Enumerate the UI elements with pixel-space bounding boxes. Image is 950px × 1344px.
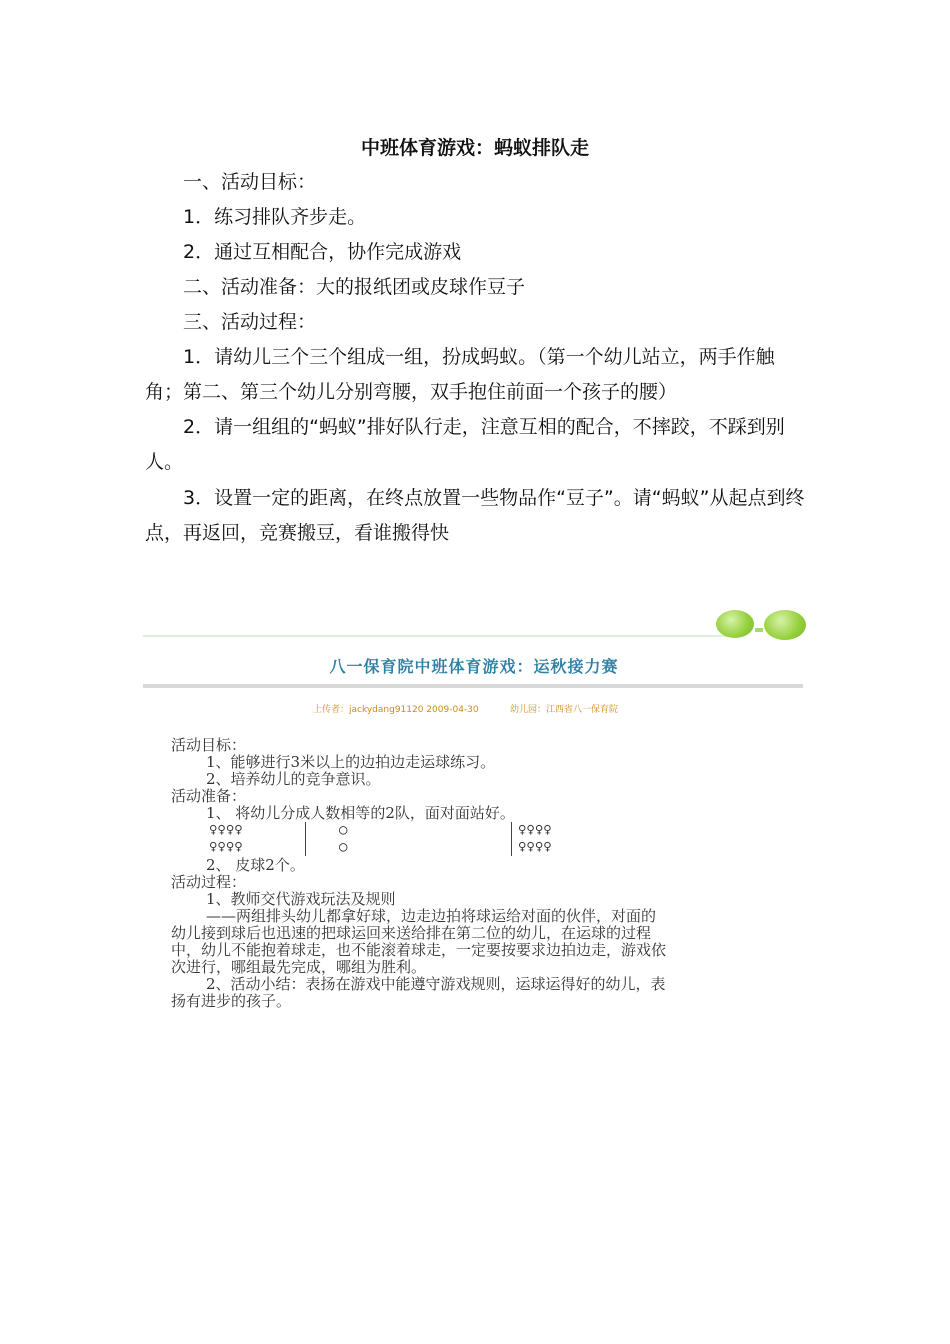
team-right-row-1: ♀♀♀♀	[518, 822, 552, 838]
embed-preparation-heading: 活动准备：	[171, 787, 247, 805]
ball-marker-1: ○	[339, 822, 348, 838]
process-step-1: 1．请幼儿三个三个组成一组，扮成蚂蚁。（第一个幼儿站立，两手作触角；第二、第三个幼儿分别弯腰，双手抱住前面一个孩子的腰）	[145, 346, 775, 403]
header-divider-line	[143, 635, 743, 637]
goal-item-2: 2．通过互相配合，协作完成游戏	[183, 241, 462, 263]
embed-summary-line-2: 扬有进步的孩子。	[171, 992, 292, 1010]
embed-goals-heading: 活动目标：	[171, 736, 247, 754]
embed-goal-1: 1、能够进行3米以上的边拍边走运球练习。	[206, 753, 496, 771]
team-left-row-2: ♀♀♀♀	[209, 839, 243, 855]
goal-item-1: 1．练习排队齐步走。	[183, 206, 367, 228]
uploader-info: 上传者：jackydang91120 2009-04-30	[313, 705, 479, 715]
embed-rule-line-1: ——两组排头幼儿都拿好球，边走边拍将球运给对面的伙伴，对面的	[206, 907, 657, 925]
embed-summary-line-1: 2、活动小结：表扬在游戏中能遵守游戏规则，运球运得好的幼儿，表	[206, 975, 666, 993]
embed-rule-line-2: 幼儿接到球后也迅速的把球运回来送给排在第二位的幼儿，在运球的过程	[171, 924, 652, 942]
embed-preparation-1: 1、 将幼儿分成人数相等的2队，面对面站好。	[206, 804, 515, 822]
embed-process-heading: 活动过程：	[171, 873, 247, 891]
embed-rule-line-4: 次进行，哪组最先完成，哪组为胜利。	[171, 958, 427, 976]
team-right-row-2: ♀♀♀♀	[518, 839, 552, 855]
section-preparation: 二、活动准备：大的报纸团或皮球作豆子	[183, 276, 526, 298]
ball-marker-2: ○	[339, 839, 348, 855]
process-step-3: 3．设置一定的距离，在终点放置一些物品作“豆子”。请“蚂蚁”从起点到终点，再返回，竞赛搬豆，看谁搬得快	[145, 487, 805, 544]
school-info: 幼儿园：江西省八一保育院	[510, 705, 619, 715]
embed-goal-2: 2、培养幼儿的竞争意识。	[206, 770, 381, 788]
team-left-row-1: ♀♀♀♀	[209, 822, 243, 838]
green-ball-decoration-icon	[716, 610, 754, 638]
title-underline	[143, 684, 803, 688]
left-start-line	[305, 822, 306, 856]
embedded-article-screenshot	[143, 620, 805, 1040]
embedded-article-title: 八一保育院中班体育游戏：运秋接力赛	[329, 657, 619, 676]
embed-preparation-2: 2、 皮球2个。	[206, 856, 305, 874]
process-step-2: 2．请一组组的“蚂蚁”排好队行走，注意互相的配合，不摔跤，不踩到别人。	[145, 416, 785, 473]
document-title: 中班体育游戏：蚂蚁排队走	[360, 137, 589, 159]
decoration-connector	[755, 628, 763, 632]
embed-process-1: 1、教师交代游戏玩法及规则	[206, 890, 396, 908]
section-process-heading: 三、活动过程：	[183, 311, 317, 333]
embed-rule-line-3: 中，幼儿不能抱着球走，也不能滚着球走，一定要按要求边拍边走，游戏依	[171, 941, 667, 959]
section-goals-heading: 一、活动目标：	[183, 171, 317, 193]
right-start-line	[511, 822, 512, 856]
green-ball-decoration-icon	[764, 610, 806, 640]
